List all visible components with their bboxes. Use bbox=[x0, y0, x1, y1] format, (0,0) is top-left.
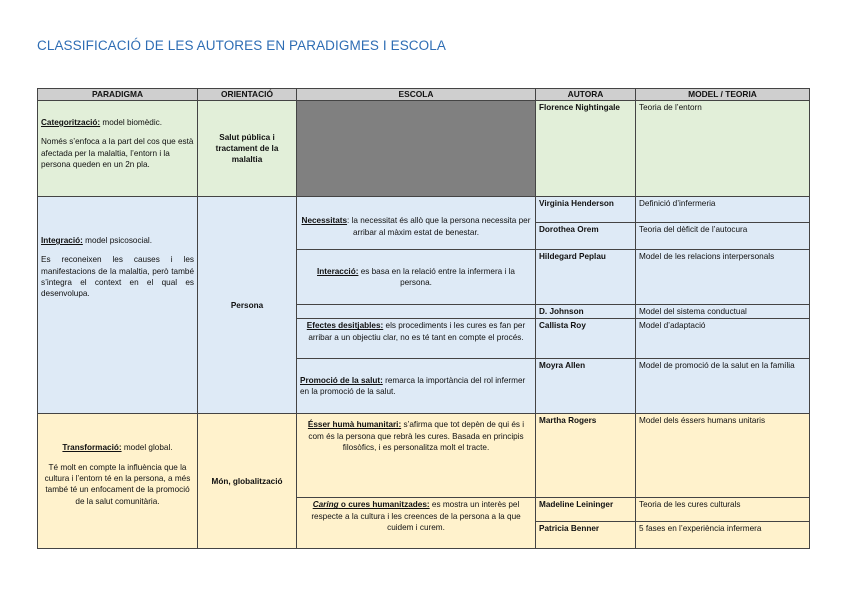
paradigma-description: Es reconeixen les causes i les manifestacions de la malaltia, però també s’integra el context en el qual es desenvolupa. bbox=[41, 255, 194, 299]
escola-description: s’afirma que tot depèn de qui és i com és la persona que rebrà les cures. Basada en principis filosòfics, i es personalitza molt el tracte. bbox=[308, 420, 525, 452]
escola-label: Promoció de la salut: bbox=[300, 376, 383, 385]
paradigma-model: model psicosocial. bbox=[82, 236, 153, 245]
model-cell: Model d’adaptació bbox=[636, 319, 810, 359]
header-autora: AUTORA bbox=[536, 89, 636, 101]
escola-description: es basa en la relació entre la infermera i la persona. bbox=[358, 266, 515, 287]
model-cell: Model dels éssers humans unitaris bbox=[636, 414, 810, 498]
escola-empty bbox=[297, 101, 536, 197]
model-cell: Teoria de les cures culturals bbox=[636, 498, 810, 522]
escola-label-italic: Caring bbox=[312, 500, 339, 510]
autora-cell: Patricia Benner bbox=[536, 522, 636, 549]
model-cell: Model del sistema conductual bbox=[636, 305, 810, 319]
escola-description: els procediments i les cures es fan per arribar a un objectiu clar, no es té tant en compte el procés. bbox=[308, 321, 526, 342]
autora-cell: Martha Rogers bbox=[536, 414, 636, 498]
paradigma-transformacio bbox=[38, 414, 198, 549]
paradigma-label: Categorització: bbox=[41, 118, 101, 127]
paradigma-model: model biomèdic. bbox=[100, 118, 163, 127]
paradigma-label: Transformació: bbox=[62, 443, 122, 453]
escola-label: Ésser humà humanitari: bbox=[307, 420, 402, 430]
escola-description: : la necessitat és allò que la persona necessita per arribar al màxim estat de benestar. bbox=[347, 216, 531, 237]
page-title: CLASSIFICACIÓ DE LES AUTORES EN PARADIGMES I ESCOLA bbox=[37, 38, 446, 53]
row-categoritzacio bbox=[38, 101, 810, 197]
autora-cell: Virginia Henderson bbox=[536, 197, 636, 223]
autora-cell: Madeline Leininger bbox=[536, 498, 636, 522]
autora-cell: Callista Roy bbox=[536, 319, 636, 359]
escola-description: es mostra un interès pel respecte a la cultura i les creences de la persona a la que cuidem i curem. bbox=[311, 500, 521, 532]
header-model: MODEL / TEORIA bbox=[636, 89, 810, 101]
paradigma-description: Només s’enfoca a la part del cos que està afectada per la malaltia, l’entorn i la persona queden en un 2n pla. bbox=[41, 137, 194, 169]
paradigma-categoritzacio bbox=[38, 101, 198, 197]
model-cell: Model de les relacions interpersonals bbox=[636, 250, 810, 305]
paradigma-model: model global. bbox=[121, 443, 173, 453]
row-transformacio bbox=[38, 414, 810, 498]
autora-cell: Florence Nightingale bbox=[536, 101, 636, 197]
header-escola: ESCOLA bbox=[297, 89, 536, 101]
autora-cell: Hildegard Peplau bbox=[536, 250, 636, 305]
classification-table bbox=[37, 88, 810, 549]
escola-label: Efectes desitjables: bbox=[306, 321, 384, 331]
escola-description: remarca la importància del rol infermer en la promoció de la salut. bbox=[300, 376, 526, 397]
escola-label: Necessitats bbox=[301, 216, 348, 226]
header-orientacio: ORIENTACIÓ bbox=[198, 89, 297, 101]
orientacio-cell: Salut pública i tractament de la malaltia bbox=[198, 101, 297, 197]
autora-cell: Moyra Allen bbox=[536, 359, 636, 414]
paradigma-integracio bbox=[38, 197, 198, 414]
model-cell: Teoria del dèficit de l’autocura bbox=[636, 223, 810, 250]
escola-empty bbox=[297, 305, 536, 319]
paradigma-label: Integració: bbox=[41, 236, 83, 245]
escola-label: Interacció: bbox=[317, 266, 359, 276]
model-cell: Model de promoció de la salut en la família bbox=[636, 359, 810, 414]
autora-cell: Dorothea Orem bbox=[536, 223, 636, 250]
escola-label: o cures humanitzades: bbox=[338, 500, 430, 510]
header-paradigma: PARADIGMA bbox=[38, 89, 198, 101]
autora-cell: D. Johnson bbox=[536, 305, 636, 319]
header-row bbox=[38, 89, 810, 101]
escola-cell bbox=[297, 197, 536, 250]
escola-cell bbox=[297, 250, 536, 305]
model-cell: Definició d’infermeria bbox=[636, 197, 810, 223]
model-cell: 5 fases en l’experiència infermera bbox=[636, 522, 810, 549]
escola-cell bbox=[297, 359, 536, 414]
model-cell: Teoria de l’entorn bbox=[636, 101, 810, 197]
orientacio-cell: Persona bbox=[198, 197, 297, 414]
orientacio-cell: Món, globalització bbox=[198, 414, 297, 549]
escola-cell bbox=[297, 498, 536, 549]
escola-cell bbox=[297, 414, 536, 498]
escola-cell bbox=[297, 319, 536, 359]
row-integracio bbox=[38, 197, 810, 223]
paradigma-description: Té molt en compte la influència que la cultura i l’entorn té en la persona, a més també té un enfocament de la promoció de la salut comunitària. bbox=[44, 462, 191, 506]
